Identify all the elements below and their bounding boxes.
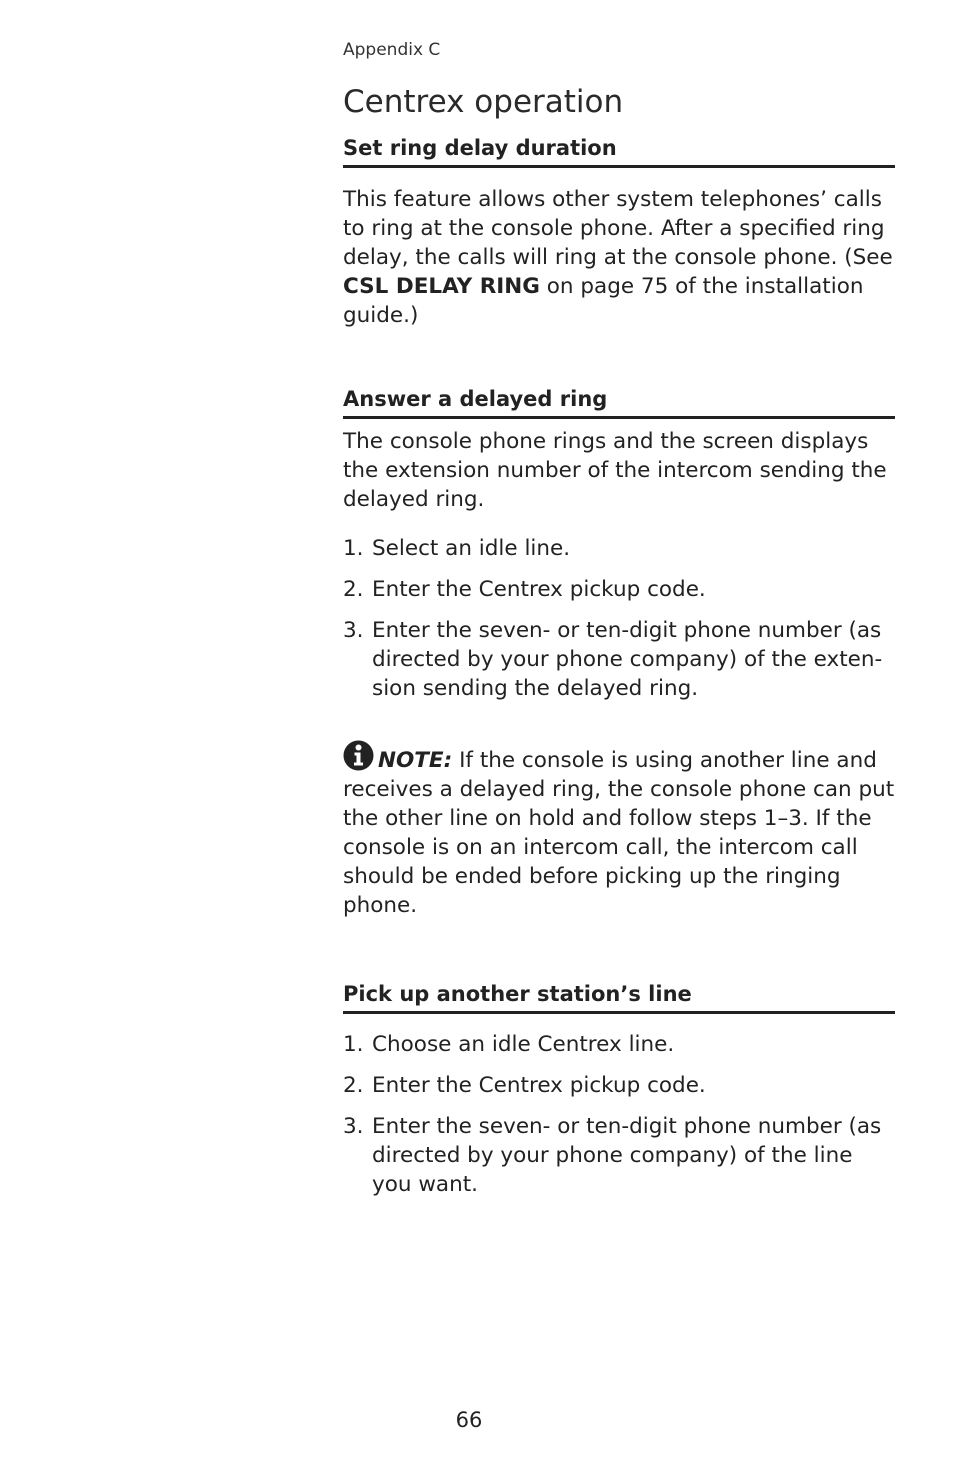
ring-delay-paragraph	[343, 185, 895, 330]
answer-delayed-steps	[343, 534, 895, 715]
step-number: 3.	[343, 1114, 364, 1139]
step-number: 1.	[343, 536, 364, 561]
section-heading-answer-delayed: Answer a delayed ring	[343, 387, 895, 419]
step-text: Enter the seven- or ten-digit phone number (as directed by your phone company) of the exten-sion sending the delayed ring.	[372, 618, 883, 701]
step-text: Enter the Centrex pickup code.	[372, 577, 706, 602]
list-item	[343, 1030, 895, 1059]
step-text: Select an idle line.	[372, 536, 571, 561]
info-icon	[343, 740, 374, 771]
section-heading-pickup-line: Pick up another station’s line	[343, 982, 895, 1014]
step-number: 1.	[343, 1032, 364, 1057]
note-paragraph	[343, 740, 895, 920]
appendix-label: Appendix C	[343, 40, 441, 60]
ring-delay-text-after: on page 75 of the installation guide.)	[343, 274, 864, 328]
section-heading-ring-delay: Set ring delay duration	[343, 136, 895, 168]
answer-delayed-intro: The console phone rings and the screen displays the extension number of the intercom sending the delayed ring.	[343, 429, 887, 512]
pickup-line-steps	[343, 1030, 895, 1211]
ring-delay-text-before: This feature allows other system telephones’ calls to ring at the console phone. After a specified ring delay, the calls will ring at the console phone. (See	[343, 187, 893, 270]
page-title: Centrex operation	[343, 84, 624, 120]
step-number: 2.	[343, 577, 364, 602]
list-item	[343, 1071, 895, 1100]
list-item	[343, 616, 895, 703]
step-text: Enter the seven- or ten-digit phone number (as directed by your phone company) of the line you want.	[372, 1114, 882, 1197]
note-text: If the console is using another line and receives a delayed ring, the console phone can put the other line on hold and follow steps 1–3. If the console is on an intercom call, the intercom call should be ended before picking up the ringing phone.	[343, 748, 895, 918]
list-item	[343, 575, 895, 604]
note-label: NOTE:	[378, 748, 453, 773]
list-item	[343, 534, 895, 563]
step-number: 2.	[343, 1073, 364, 1098]
ring-delay-setting-name: CSL DELAY RING	[343, 274, 540, 299]
list-item	[343, 1112, 895, 1199]
page-number: 66	[455, 1408, 483, 1432]
step-number: 3.	[343, 618, 364, 643]
step-text: Enter the Centrex pickup code.	[372, 1073, 706, 1098]
step-text: Choose an idle Centrex line.	[372, 1032, 675, 1057]
